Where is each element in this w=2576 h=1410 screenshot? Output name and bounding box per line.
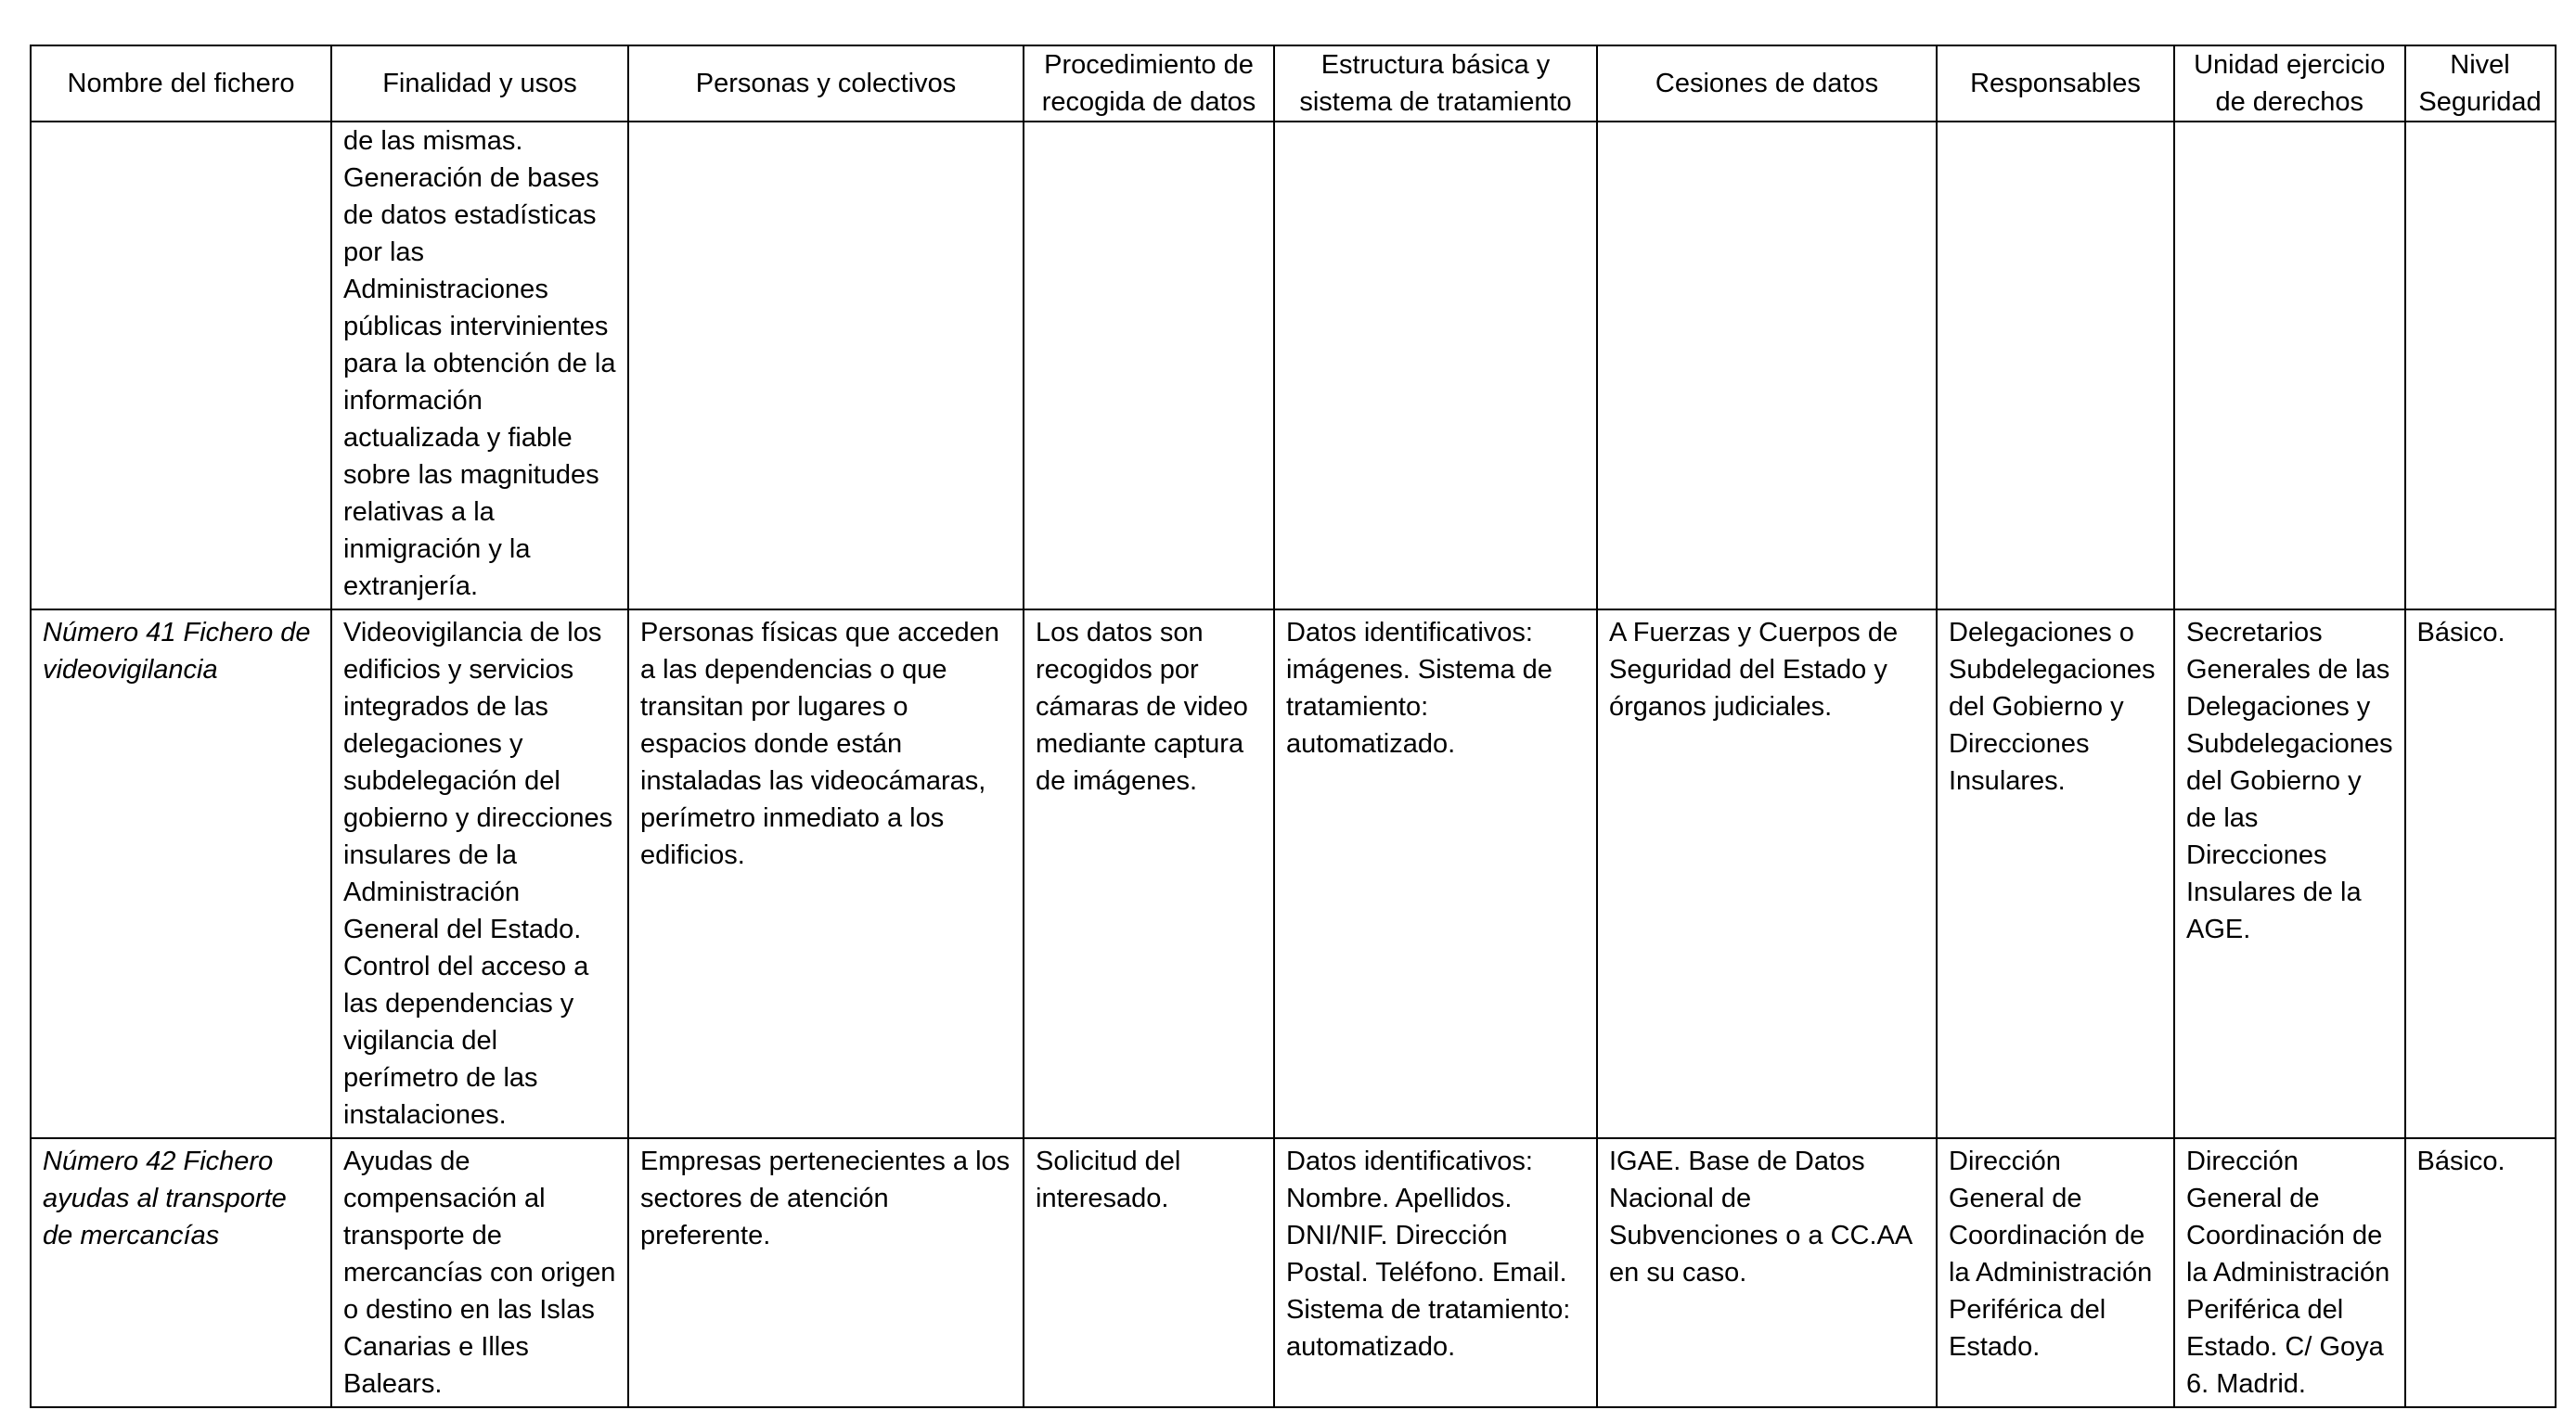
header-nombre-fichero: Nombre del fichero [31,45,331,122]
cell-estructura-basica [1274,122,1597,609]
cell-estructura-basica: Datos identificativos: Nombre. Apellidos. DNI/NIF. Dirección Postal. Teléfono. Email. Sistema de tratamiento: automatizado. [1274,1138,1597,1407]
table-row [31,609,2556,1138]
header-cesiones-datos: Cesiones de datos [1597,45,1937,122]
cell-cesiones-datos [1597,122,1937,609]
cell-unidad-ejercicio: Dirección General de Coordinación de la Administración Periférica del Estado. C/ Goya 6. Madrid. [2174,1138,2405,1407]
cell-personas-colectivos: Personas físicas que acceden a las dependencias o que transitan por lugares o espacios donde están instaladas las videocámaras, perímetro inmediato a los edificios. [628,609,1024,1138]
document-page [30,45,2557,1408]
cell-nombre-fichero: Número 42 Fichero ayudas al transporte de mercancías [31,1138,331,1407]
table-row [31,1138,2556,1407]
cell-unidad-ejercicio: Secretarios Generales de las Delegaciones y Subdelegaciones del Gobierno y de las Direcciones Insulares de la AGE. [2174,609,2405,1138]
header-responsables: Responsables [1937,45,2174,122]
cell-cesiones-datos: A Fuerzas y Cuerpos de Seguridad del Estado y órganos judiciales. [1597,609,1937,1138]
cell-nivel-seguridad [2405,122,2556,609]
cell-nivel-seguridad: Básico. [2405,1138,2556,1407]
data-files-table [30,45,2557,1408]
header-nivel-seguridad: Nivel Seguridad [2405,45,2556,122]
cell-responsables: Dirección General de Coordinación de la Administración Periférica del Estado. [1937,1138,2174,1407]
cell-personas-colectivos: Empresas pertenecientes a los sectores de atención preferente. [628,1138,1024,1407]
cell-procedimiento-recogida: Los datos son recogidos por cámaras de video mediante captura de imágenes. [1024,609,1274,1138]
cell-responsables [1937,122,2174,609]
cell-nivel-seguridad: Básico. [2405,609,2556,1138]
header-row [31,45,2556,122]
header-personas-colectivos: Personas y colectivos [628,45,1024,122]
cell-nombre-fichero: Número 41 Fichero de videovigilancia [31,609,331,1138]
cell-cesiones-datos: IGAE. Base de Datos Nacional de Subvenciones o a CC.AA en su caso. [1597,1138,1937,1407]
header-unidad-ejercicio: Unidad ejercicio de derechos [2174,45,2405,122]
cell-finalidad-usos: de las mismas. Generación de bases de datos estadísticas por las Administraciones públicas intervinientes para la obtención de la información actualizada y fiable sobre las magnitudes relativas a la inmigración y la extranjería. [331,122,628,609]
cell-finalidad-usos: Videovigilancia de los edificios y servicios integrados de las delegaciones y subdelegación del gobierno y direcciones insulares de la Administración General del Estado. Control del acceso a las dependencias y vigilancia del perímetro de las instalaciones. [331,609,628,1138]
cell-procedimiento-recogida [1024,122,1274,609]
header-estructura-basica: Estructura básica y sistema de tratamiento [1274,45,1597,122]
cell-personas-colectivos [628,122,1024,609]
cell-procedimiento-recogida: Solicitud del interesado. [1024,1138,1274,1407]
header-procedimiento-recogida: Procedimiento de recogida de datos [1024,45,1274,122]
cell-responsables: Delegaciones o Subdelegaciones del Gobierno y Direcciones Insulares. [1937,609,2174,1138]
cell-estructura-basica: Datos identificativos: imágenes. Sistema de tratamiento: automatizado. [1274,609,1597,1138]
cell-nombre-fichero [31,122,331,609]
header-finalidad-usos: Finalidad y usos [331,45,628,122]
table-row [31,122,2556,609]
cell-finalidad-usos: Ayudas de compensación al transporte de mercancías con origen o destino en las Islas Canarias e Illes Balears. [331,1138,628,1407]
cell-unidad-ejercicio [2174,122,2405,609]
